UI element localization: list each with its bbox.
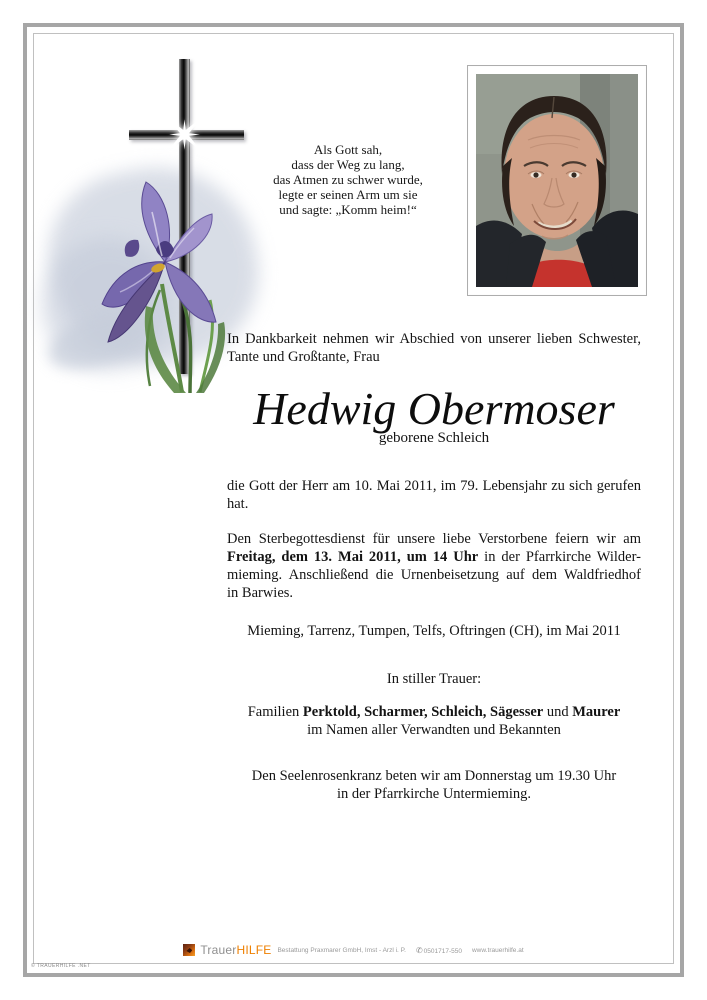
mourning-families (227, 703, 641, 739)
memorial-verse (250, 142, 446, 217)
phone-icon: ✆ (415, 945, 423, 955)
mourning-title: In stiller Trauer: (386, 671, 482, 687)
sparkle-icon (159, 109, 210, 160)
company-line: Bestattung Praxmarer GmbH, Imst - Arzl i. P. (277, 946, 406, 954)
rosary-paragraph (227, 767, 641, 803)
death-notice-paragraph (227, 477, 641, 513)
brand-name (200, 943, 271, 957)
phone-number: 0501717-550 (423, 947, 462, 955)
family-connector: und (543, 704, 573, 720)
portrait-photo (467, 65, 647, 296)
places-date-line: Mieming, Tarrenz, Tumpen, Telfs, Oftringen (CH), im Mai 2011 (247, 623, 621, 639)
verse-line: das Atmen zu schwer wurde, (273, 172, 423, 187)
family-line: im Namen aller Verwandten und Bekannten (307, 722, 561, 738)
funeral-home-footer (34, 941, 673, 959)
service-line: mieming. Anschließend die Urnenbeisetzung auf dem Waldfriedhof (227, 567, 641, 583)
portrait-image (476, 74, 638, 287)
brand-part1: Trauer (200, 943, 237, 957)
verse-line: und sagte: „Komm heim!“ (279, 202, 417, 217)
iris-flower-image (86, 172, 240, 394)
family-line (227, 703, 641, 721)
death-notice-line: hat. (227, 496, 249, 512)
family-name-bold: Maurer (572, 704, 621, 720)
website: www.trauerhilfe.at (471, 946, 524, 954)
verse-line: legte er seinen Arm um sie (278, 187, 418, 202)
service-date-bold: Freitag, dem 13. Mai 2011, um 14 Uhr (227, 549, 479, 565)
rosary-line: in der Pfarrkirche Untermieming. (336, 786, 532, 802)
rosary-line: Den Seelenrosenkranz beten wir am Donnerstag um 19.30 Uhr (251, 768, 617, 784)
intro-line: Tante und Großtante, Frau (227, 349, 380, 365)
intro-line: In Dankbarkeit nehmen wir Abschied von unserer lieben Schwester, (227, 331, 641, 347)
deceased-name: Hedwig Obermoser (253, 383, 615, 434)
service-line (227, 548, 641, 566)
copyright-note: © TRAUERHILFE .NET (31, 963, 91, 969)
maiden-name: geborene Schleich (378, 430, 490, 446)
brand-part2: HILFE (236, 943, 272, 957)
service-line: Den Sterbegottesdienst für unsere liebe Verstorbene feiern wir am (227, 531, 641, 547)
verse-line: Als Gott sah, (313, 142, 383, 157)
service-line: in Barwies. (227, 585, 294, 601)
family-prefix: Familien (247, 704, 303, 720)
family-names-bold: Perktold, Scharmer, Schleich, Sägesser (302, 704, 544, 720)
trauerhilfe-logo-icon (183, 944, 195, 956)
intro-paragraph (227, 330, 641, 366)
death-notice-line: die Gott der Herr am 10. Mai 2011, im 79. Lebensjahr zu sich gerufen (227, 478, 641, 494)
verse-line: dass der Weg zu lang, (291, 157, 405, 172)
phone-block (416, 946, 462, 955)
service-paragraph (227, 530, 641, 602)
service-line-rest: in der Pfarrkirche Wilder- (478, 549, 641, 565)
